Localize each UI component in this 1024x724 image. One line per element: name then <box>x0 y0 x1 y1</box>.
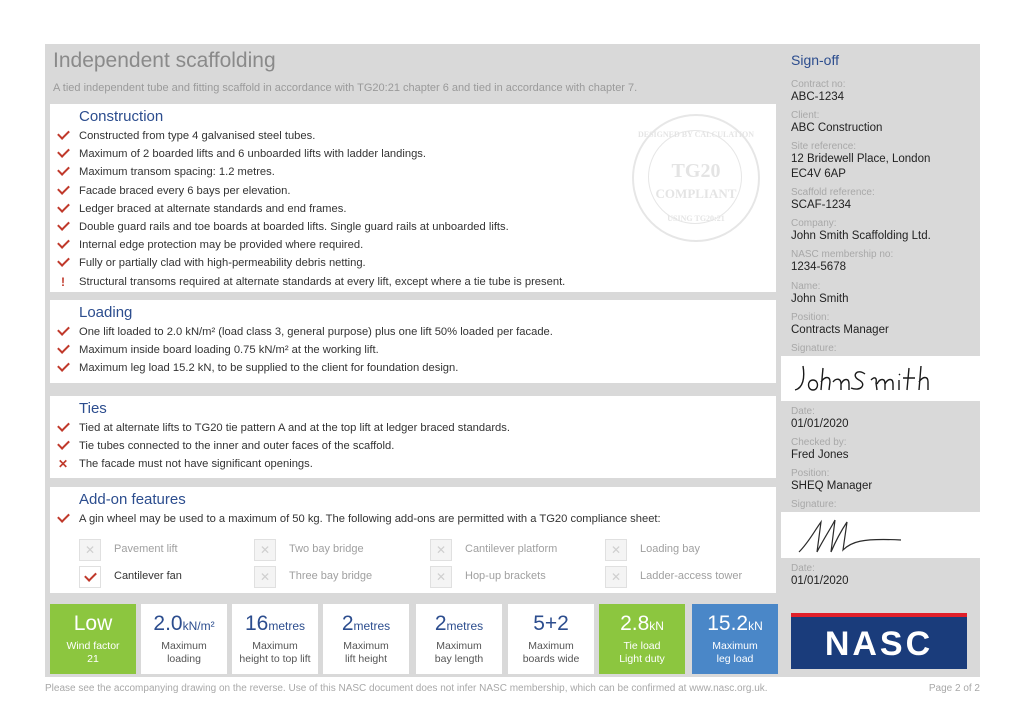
nasc-membership-field: NASC membership no: 1234-5678 <box>791 249 894 273</box>
name-field: Name: John Smith <box>791 281 849 305</box>
list-item <box>50 274 776 292</box>
tg20-compliant-stamp <box>632 114 760 242</box>
unchecked-box-icon: ✕ <box>605 566 627 588</box>
summary-tile <box>416 604 502 674</box>
tile-value: 16metres <box>244 612 306 635</box>
addon-label: Cantilever platform <box>465 543 558 555</box>
page-subtitle: A tied independent tube and fitting scaffold in accordance with TG20:21 chapter 6 and tied in accordance with chapter 7. <box>53 82 638 94</box>
addon-option <box>605 539 775 561</box>
stamp-text-bottom: USING TG20:21 <box>667 214 725 223</box>
tile-value: 15.2kN <box>707 612 763 635</box>
tile-caption: Maximum bay length <box>434 640 484 665</box>
addon-option <box>254 566 424 588</box>
check-icon <box>57 220 69 232</box>
summary-tile <box>323 604 409 674</box>
unchecked-box-icon: ✕ <box>254 539 276 561</box>
unchecked-box-icon: ✕ <box>430 539 452 561</box>
footer-note: Please see the accompanying drawing on the reverse. Use of this NASC document does not infer NASC membership, which can be confirmed at www.nasc.org.uk. <box>45 683 768 694</box>
unchecked-box-icon: ✕ <box>254 566 276 588</box>
addon-label: Ladder-access tower <box>640 570 743 582</box>
list-item-text: Maximum of 2 boarded lifts and 6 unboarded lifts with ladder landings. <box>79 148 427 161</box>
tile-caption: Maximum leg load <box>712 640 758 665</box>
ties-list <box>50 420 776 475</box>
signoff-panel <box>781 44 980 599</box>
company-field: Company: John Smith Scaffolding Ltd. <box>791 218 931 242</box>
stamp-text-top: DESIGNED BY CALCULATION <box>637 130 755 139</box>
loading-panel <box>50 300 776 383</box>
list-item-text: Tie tubes connected to the inner and outer faces of the scaffold. <box>79 440 395 453</box>
addon-option <box>430 566 600 588</box>
tile-value: 5+2 <box>533 612 569 635</box>
summary-tile <box>50 604 136 674</box>
unchecked-box-icon: ✕ <box>430 566 452 588</box>
check-icon <box>57 421 69 433</box>
date-field: Date: 01/01/2020 <box>791 406 849 430</box>
check-icon <box>57 147 69 159</box>
addons-panel <box>50 487 776 593</box>
addon-option <box>79 539 249 561</box>
unchecked-box-icon: ✕ <box>605 539 627 561</box>
loading-list <box>50 324 776 379</box>
page-title: Independent scaffolding <box>53 49 276 72</box>
list-item <box>50 342 776 360</box>
stamp-text-main: TG20 <box>671 160 721 182</box>
list-item <box>50 360 776 378</box>
list-item <box>50 324 776 342</box>
list-item-text: The facade must not have significant openings. <box>79 458 313 471</box>
signoff-heading: Sign-off <box>791 52 839 68</box>
checked-by-field: Checked by: Fred Jones <box>791 437 849 461</box>
addon-label: Loading bay <box>640 543 700 555</box>
warning-icon: ! <box>61 274 65 289</box>
check-icon <box>57 184 69 196</box>
list-item <box>50 438 776 456</box>
ties-panel <box>50 396 776 478</box>
check-icon <box>57 343 69 355</box>
tile-value: 2metres <box>341 612 391 635</box>
signature-label: Signature: <box>791 343 837 354</box>
tile-caption: Maximum loading <box>161 640 207 665</box>
addons-heading: Add-on features <box>79 491 186 508</box>
client-field: Client: ABC Construction <box>791 110 883 134</box>
loading-heading: Loading <box>79 304 133 321</box>
list-item-text: Internal edge protection may be provided where required. <box>79 239 364 252</box>
list-item-text: Double guard rails and toe boards at boarded lifts. Single guard rails at unboarded lifts. <box>79 220 509 233</box>
check-icon <box>57 202 69 214</box>
construction-panel <box>50 104 776 292</box>
signature-2-box <box>781 512 980 558</box>
addon-label: Cantilever fan <box>114 570 182 582</box>
addons-intro: A gin wheel may be used to a maximum of 50 kg. The following add-ons are permitted with a TG20 compliance sheet: <box>79 513 661 525</box>
addon-label: Two bay bridge <box>289 543 364 555</box>
list-item-text: Tied at alternate lifts to TG20 tie pattern A and at the top lift at ledger braced standards. <box>79 422 510 434</box>
list-item <box>50 456 776 474</box>
addon-option <box>430 539 600 561</box>
addon-option <box>254 539 424 561</box>
check-icon <box>57 238 69 250</box>
tile-value: 2metres <box>434 612 484 635</box>
position-2-field: Position: SHEQ Manager <box>791 468 873 492</box>
list-item <box>50 511 776 529</box>
signature-box <box>781 356 980 401</box>
list-item <box>50 255 776 273</box>
addon-option <box>79 566 249 588</box>
list-item-text: One lift loaded to 2.0 kN/m² (load class 3, general purpose) plus one lift 50% loaded per facade. <box>79 326 553 338</box>
handwritten-signature-2 <box>781 512 980 558</box>
tile-value: 2.0kN/m² <box>153 612 215 635</box>
stamp-text-compliant: COMPLIANT <box>655 186 737 201</box>
addons-intro-list <box>50 511 776 529</box>
check-icon <box>57 512 69 524</box>
summary-tile <box>508 604 594 674</box>
date-2-field: Date: 01/01/2020 <box>791 563 849 587</box>
tile-value: Low <box>73 612 113 635</box>
list-item <box>50 237 776 255</box>
list-item-text: Maximum transom spacing: 1.2 metres. <box>79 166 275 179</box>
summary-tile <box>232 604 318 674</box>
list-item <box>50 420 776 438</box>
check-icon <box>57 129 69 141</box>
tile-caption: Maximum height to top lift <box>239 640 311 665</box>
tile-caption: Tie load Light duty <box>619 640 665 665</box>
addon-label: Pavement lift <box>114 543 178 555</box>
cross-icon: ✕ <box>57 457 69 472</box>
check-icon <box>57 165 69 177</box>
check-icon <box>57 325 69 337</box>
scaffold-reference-field: Scaffold reference: SCAF-1234 <box>791 187 875 211</box>
tile-caption: Maximum lift height <box>343 640 389 665</box>
handwritten-signature <box>781 356 980 401</box>
list-item-text: Ledger braced at alternate standards and end frames. <box>79 202 347 215</box>
list-item-text: Facade braced every 6 bays per elevation. <box>79 184 291 197</box>
addon-option <box>605 566 775 588</box>
list-item-text: Structural transoms required at alternate standards at every lift, except where a tie tube is present. <box>79 275 566 288</box>
tile-caption: Wind factor 21 <box>66 640 120 665</box>
site-reference-field: Site reference: 12 Bridewell Place, London EC4V 6AP <box>791 141 931 180</box>
checked-box-icon <box>79 566 101 588</box>
signature-2-label: Signature: <box>791 499 837 510</box>
list-item-text: Constructed from type 4 galvanised steel tubes. <box>79 130 316 142</box>
addon-label: Three bay bridge <box>289 570 373 582</box>
list-item-text: Maximum inside board loading 0.75 kN/m² at the working lift. <box>79 344 379 357</box>
check-icon <box>57 439 69 451</box>
contract-field: Contract no: ABC-1234 <box>791 79 846 103</box>
position-field: Position: Contracts Manager <box>791 312 889 336</box>
summary-tile <box>599 604 685 674</box>
tile-caption: Maximum boards wide <box>522 640 580 665</box>
construction-heading: Construction <box>79 108 164 125</box>
check-icon <box>57 256 69 268</box>
nasc-logo: NASC <box>791 613 967 669</box>
ties-heading: Ties <box>79 400 107 417</box>
unchecked-box-icon: ✕ <box>79 539 101 561</box>
summary-tile <box>141 604 227 674</box>
tile-value: 2.8kN <box>620 612 664 635</box>
list-item-text: Maximum leg load 15.2 kN, to be supplied to the client for foundation design. <box>79 362 459 375</box>
list-item-text: Fully or partially clad with high-permeability debris netting. <box>79 257 366 270</box>
addon-label: Hop-up brackets <box>465 570 546 582</box>
page-number: Page 2 of 2 <box>928 683 980 694</box>
summary-tile <box>692 604 778 674</box>
check-icon <box>57 361 69 373</box>
